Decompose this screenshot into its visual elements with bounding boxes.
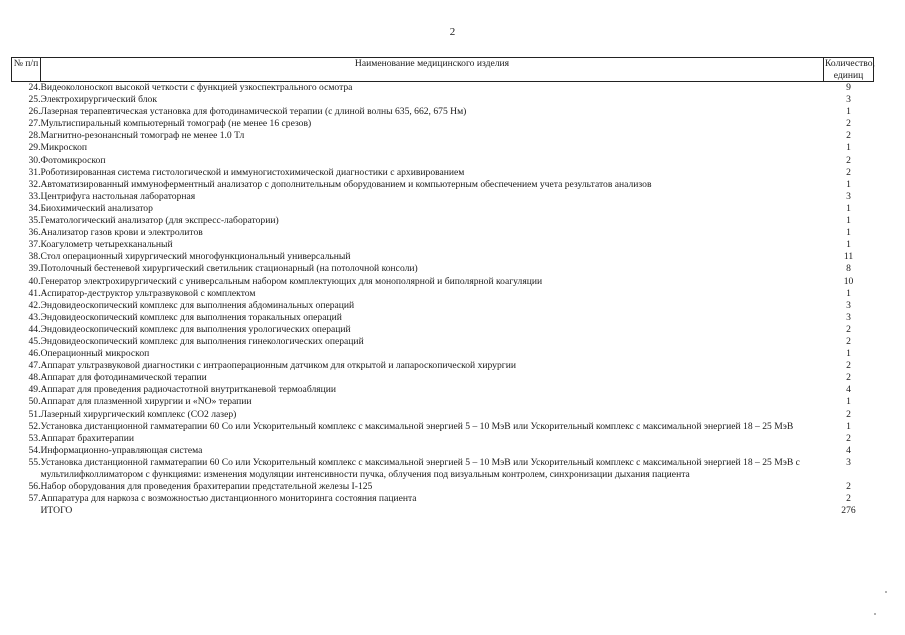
header-name: Наименование медицинского изделия [41,58,824,82]
row-quantity: 2 [846,130,851,142]
table-row [12,263,874,275]
row-item-name: Аспиратор-деструктор ультразвуковой с комплектом [40,287,256,299]
table-row [12,348,874,360]
table-row [12,445,874,457]
row-quantity: 1 [846,239,851,251]
row-quantity: 4 [846,444,851,456]
table-row [12,276,874,288]
table-row [12,227,874,239]
row-item-name: Установка дистанционной гамматерапии 60 Со или Ускорительный комплекс с максимальной энергией 5 – 10 МэВ или Ускорительный комплекс с максимальной энергией 18 – 25 МэВ с мультилифколлиматором с функциями: изменения модуляции интенсивности пучка, облучения под визуальным контролем, синхронизации дыхания пациента [40,456,800,480]
total-row [12,505,874,517]
table-row [12,215,874,227]
row-quantity: 1 [846,227,851,239]
row-number: 42. [28,299,41,311]
table-row [12,191,874,203]
row-number: 24. [28,82,41,93]
row-number: 40. [28,275,41,287]
row-item-name: Биохимический анализатор [40,202,153,214]
row-item-name: Лазерный хирургический комплекс (СО2 лазер) [40,408,237,420]
row-item-name: Лазерная терапевтическая установка для фотодинамической терапии (с длиной волны 635, 662, 675 Нм) [40,106,467,118]
row-number: 44. [28,323,41,335]
row-number: 51. [28,408,41,420]
row-item-name: Коагулометр четырехканальный [40,239,173,251]
table-row [12,251,874,263]
row-quantity: 2 [846,493,851,505]
row-item-name: Аппарат брахитерапии [40,432,135,444]
row-quantity: 1 [846,420,851,432]
row-quantity: 3 [846,190,851,202]
row-quantity: 1 [846,396,851,408]
row-quantity: 2 [846,360,851,372]
row-item-name: Роботизированная система гистологической и иммуногистохимической диагностики с архивированием [40,166,465,178]
row-quantity: 3 [846,456,851,468]
row-quantity: 3 [846,94,851,106]
header-quantity: Количество, единиц [825,58,875,81]
row-number: 47. [28,360,41,372]
table-row [12,433,874,445]
table-row [12,457,874,481]
row-number: 25. [28,94,41,106]
table-row [12,409,874,421]
row-number: 41. [28,287,41,299]
row-number: 26. [28,106,41,118]
row-number: 48. [28,372,41,384]
row-item-name: Потолочный бестеневой хирургический светильник стационарный (на потолочной консоли) [40,263,418,275]
row-quantity: 10 [843,275,854,287]
page-number: 2 [449,26,456,38]
row-number: 43. [28,311,41,323]
row-quantity: 2 [846,323,851,335]
table-row [12,106,874,118]
row-number: 27. [28,118,41,130]
row-item-name: Аппарат ультразвуковой диагностики с интраоперационным датчиком для открытой и лапароскопической хирургии [40,360,516,372]
row-quantity: 1 [846,348,851,360]
row-quantity: 4 [846,384,851,396]
row-item-name: Эндовидеоскопический комплекс для выполнения торакальных операций [40,311,342,323]
table-row [12,396,874,408]
table-row [12,372,874,384]
row-item-name: Магнитно-резонансный томограф не менее 1.0 Тл [40,130,245,142]
row-number: 33. [28,190,41,202]
row-number: 55. [28,456,41,468]
table-row [12,312,874,324]
row-number: 50. [28,396,41,408]
row-item-name: Микроскоп [40,142,88,154]
scan-speck [885,591,887,593]
row-item-name: Установка дистанционной гамматерапии 60 Со или Ускорительный комплекс с максимальной энергией 5 – 10 МэВ или Ускорительный комплекс с максимальной энергией 18 – 25 МэВ [40,420,794,432]
table-row [12,203,874,215]
table-row [12,288,874,300]
table-body [12,82,874,518]
row-item-name: Фотомикроскоп [40,154,106,166]
row-item-name: Автоматизированный иммуноферментный анализатор с дополнительным оборудованием и компьютерным обеспечением учета результатов анализов [40,178,652,190]
row-quantity: 1 [846,142,851,154]
row-item-name: Аппарат для фотодинамической терапии [40,372,207,384]
row-quantity: 3 [846,311,851,323]
row-number: 30. [28,154,41,166]
row-item-name: Центрифуга настольная лабораторная [40,190,196,202]
row-item-name: Эндовидеоскопический комплекс для выполнения урологических операций [40,323,351,335]
row-number: 56. [28,481,41,493]
row-number: 54. [28,444,41,456]
row-quantity: 8 [846,263,851,275]
row-number: 57. [28,493,41,505]
row-quantity: 2 [846,166,851,178]
table-row [12,239,874,251]
row-number: 49. [28,384,41,396]
row-quantity: 2 [846,432,851,444]
row-number: 28. [28,130,41,142]
row-quantity: 2 [846,372,851,384]
table-row [12,179,874,191]
row-item-name: Аппарат для проведения радиочастотной внутритканевой термоабляции [40,384,337,396]
row-item-name: Мультиспиральный компьютерный томограф (не менее 16 срезов) [40,118,312,130]
table-row [12,481,874,493]
row-quantity: 1 [846,202,851,214]
row-quantity: 1 [846,287,851,299]
row-quantity: 2 [846,408,851,420]
row-number: 53. [28,432,41,444]
row-number: 46. [28,348,41,360]
row-item-name: Электрохирургический блок [40,94,158,106]
row-item-name: Стол операционный хирургический многофункциональный универсальный [40,251,351,263]
row-quantity: 11 [843,251,854,263]
row-item-name: Набор оборудования для проведения брахитерапии предстательной железы I-125 [40,481,373,493]
table-row [12,155,874,167]
table-row [12,336,874,348]
equipment-table [11,57,874,517]
row-item-name: Аппаратура для наркоза с возможностью дистанционного мониторинга состояния пациента [40,493,417,505]
row-quantity: 2 [846,481,851,493]
table-row [12,421,874,433]
table-row [12,94,874,106]
row-number: 35. [28,215,41,227]
row-item-name: Аппарат для плазменной хирургии и «NO» терапии [40,396,252,408]
table-row [12,324,874,336]
row-number [12,505,41,517]
row-quantity: 1 [846,178,851,190]
row-number: 52. [28,420,41,432]
row-item-name: Гематологический анализатор (для экспресс-лаборатории) [40,215,279,227]
table-row [12,300,874,312]
row-item-name: Видеоколоноскоп высокой четкости с функцией узкоспектрального осмотра [40,82,353,93]
row-number: 32. [28,178,41,190]
table-row [12,118,874,130]
row-quantity: 2 [846,118,851,130]
table-row [12,360,874,372]
row-item-name: ИТОГО [40,505,73,517]
table-row [12,384,874,396]
row-number: 45. [28,335,41,347]
scan-speck [874,613,876,615]
table-row [12,142,874,154]
row-number: 39. [28,263,41,275]
row-quantity: 3 [846,299,851,311]
row-item-name: Эндовидеоскопический комплекс для выполнения гинекологических операций [40,335,364,347]
row-quantity: 1 [846,215,851,227]
row-quantity: 1 [846,106,851,118]
row-item-name: Генератор электрохирургический с универсальным набором комплектующих для монополярной и биполярной коагуляции [40,275,543,287]
row-item-name: Информационно-управляющая система [40,444,203,456]
table-row [12,167,874,179]
row-quantity: 9 [846,82,851,93]
table-header [12,58,874,82]
row-number: 36. [28,227,41,239]
table-row [12,493,874,505]
row-item-name: Анализатор газов крови и электролитов [40,227,203,239]
table-row [12,130,874,142]
row-number: 34. [28,202,41,214]
table-row [12,82,874,95]
row-number: 31. [28,166,41,178]
row-item-name: Операционный микроскоп [40,348,150,360]
row-number: 37. [28,239,41,251]
row-item-name: Эндовидеоскопический комплекс для выполнения абдоминальных операций [40,299,355,311]
row-number: 29. [28,142,41,154]
row-quantity: 2 [846,335,851,347]
row-quantity: 2 [846,154,851,166]
header-number: № п/п [12,58,41,82]
row-quantity: 276 [841,505,856,517]
row-number: 38. [28,251,41,263]
